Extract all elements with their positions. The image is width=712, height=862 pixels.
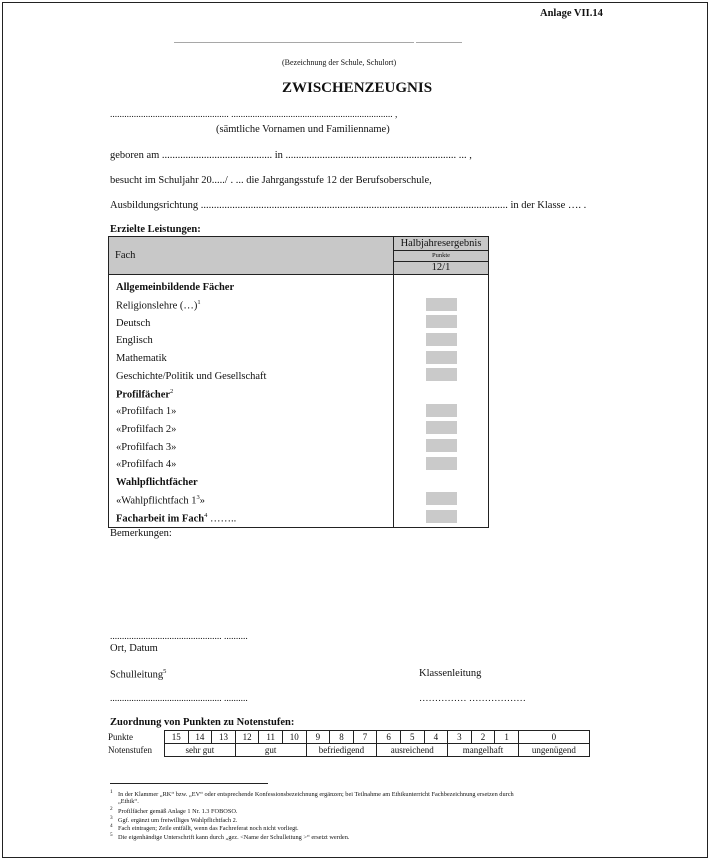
footnote: „Ethik“. — [118, 797, 139, 805]
subject-label: Profilfächer — [116, 389, 171, 401]
points-cell: 1 — [495, 731, 519, 744]
grade-field[interactable] — [426, 492, 457, 505]
principal-label: Schulleitung$^5$ — [110, 668, 167, 681]
subject-label: «Profilfach 4» — [116, 459, 177, 471]
subject-row — [109, 367, 489, 385]
points-grade-table — [108, 730, 590, 757]
points-cell: 10 — [282, 731, 306, 744]
points-cell: 11 — [259, 731, 283, 744]
place-date-line: ............................................... .......... — [110, 632, 248, 642]
mapping-heading: Zuordnung von Punkten zu Notenstufen: — [110, 717, 295, 728]
points-cell: 14 — [188, 731, 212, 744]
subject-row: Religionslehre (…)$^1$ — [109, 297, 489, 315]
grades-row-label: Notenstufen — [108, 745, 152, 755]
subject-label: Englisch — [116, 335, 153, 347]
footnote: $^3$ Ggf. ergänzt um freiwilliges Wahlpflichtfach 2. — [110, 814, 238, 824]
grade-field[interactable] — [426, 457, 457, 470]
subject-row — [109, 314, 489, 332]
footnote: $^2$ Profilfächer gemäß Anlage 1 Nr. 1.3 FOBOSO. — [110, 806, 238, 816]
class-teacher-signature-line: …………… ……………… — [419, 694, 526, 704]
points-cell: 5 — [400, 731, 424, 744]
subject-row — [109, 456, 489, 474]
points-cell: 3 — [448, 731, 472, 744]
points-cell: 12 — [235, 731, 259, 744]
points-cell: 8 — [330, 731, 354, 744]
subject-label: Mathematik — [116, 353, 167, 365]
footnote: $^5$ Die eigenhändige Unterschrift kann durch „gez. <Name der Schulleitung >“ ersetzt werden. — [110, 832, 350, 842]
name-line: .................................................. .................................................................... , — [110, 110, 398, 120]
grade-level-cell: ausreichend — [377, 744, 448, 757]
points-row-label: Punkte — [108, 732, 134, 742]
points-cell: 7 — [353, 731, 377, 744]
grade-level-cell: mangelhaft — [448, 744, 519, 757]
grade-field[interactable] — [426, 298, 457, 311]
grade-field[interactable] — [426, 421, 457, 434]
subject-section-row: Profilfächer$^2$ — [109, 385, 489, 403]
footnote: $^1$ In der Klammer „RK“ bzw. „EV“ oder entsprechende Konfessionsbezeichnung ergänzen; bei Teilnahme am Ethikunterricht Fachbezeichnung ersetzen durch — [110, 789, 514, 799]
subject-label: Facharbeit im Fach — [116, 513, 205, 525]
term-column-header: 12/1 — [394, 262, 489, 275]
grade-level-cell: befriedigend — [306, 744, 377, 757]
subject-section-row: Facharbeit im Fach$^4$ …….. — [109, 509, 489, 527]
grade-field[interactable] — [426, 315, 457, 328]
points-cell: 6 — [377, 731, 401, 744]
points-cell: 9 — [306, 731, 330, 744]
grade-field[interactable] — [426, 404, 457, 417]
subject-row — [109, 438, 489, 456]
annex-label: Anlage VII.14 — [540, 8, 603, 19]
place-date-label: Ort, Datum — [110, 643, 158, 654]
school-line: ........................................................................................................................ ....................... — [174, 36, 462, 45]
subject-label: «Wahlpflichtfach 1 — [116, 495, 197, 507]
footnote: $^4$ Fach eintragen; Zeile entfällt, wenn das Fachreferat noch nicht vorliegt. — [110, 823, 299, 833]
subject-label: Allgemeinbildende Fächer — [116, 282, 235, 294]
subject-label: Deutsch — [116, 317, 151, 329]
points-cell: 2 — [471, 731, 495, 744]
subject-column-header: Fach — [109, 237, 394, 275]
grades-heading: Erzielte Leistungen: — [110, 224, 201, 235]
points-cell: 15 — [165, 731, 189, 744]
result-column-header: Halbjahresergebnis — [394, 237, 489, 251]
grade-field[interactable] — [426, 510, 457, 523]
grade-level-cell: gut — [235, 744, 306, 757]
born-line: geboren am .......................................... in ................................................................. ... , — [110, 150, 472, 161]
subject-row — [109, 403, 489, 421]
subject-row: «Wahlpflichtfach $1^3$» — [109, 491, 489, 509]
direction-line: Ausbildungsrichtung ..................................................................................................................... in der Klasse …. . — [110, 200, 587, 211]
footnote-rule — [110, 783, 268, 784]
name-caption: (sämtliche Vornamen und Familienname) — [216, 124, 390, 135]
subject-row — [109, 350, 489, 368]
remarks-label: Bemerkungen: — [110, 528, 172, 539]
grades-table — [108, 236, 489, 528]
principal-signature-line: ............................................... .......... — [110, 694, 248, 704]
points-cell: 13 — [212, 731, 236, 744]
grade-level-cell: ungenügend — [518, 744, 589, 757]
points-cell: 0 — [518, 731, 589, 744]
document-title: ZWISCHENZEUGNIS — [282, 80, 433, 96]
grade-field[interactable] — [426, 333, 457, 346]
grade-level-cell: sehr gut — [165, 744, 236, 757]
subject-section-row — [109, 275, 489, 297]
points-column-header: Punkte — [394, 251, 489, 262]
grade-field[interactable] — [426, 368, 457, 381]
subject-label: «Profilfach 3» — [116, 441, 177, 453]
subject-row — [109, 332, 489, 350]
class-teacher-label: Klassenleitung — [419, 668, 482, 679]
grade-field[interactable] — [426, 439, 457, 452]
subject-label: «Profilfach 2» — [116, 423, 177, 435]
subject-label: Wahlpflichtfächer — [116, 476, 198, 488]
subject-label: «Profilfach 1» — [116, 406, 177, 418]
subject-label: Religionslehre (…) — [116, 300, 198, 312]
school-caption: (Bezeichnung der Schule, Schulort) — [282, 58, 397, 67]
points-cell: 4 — [424, 731, 448, 744]
subject-row — [109, 421, 489, 439]
subject-section-row — [109, 474, 489, 492]
attended-line: besucht im Schuljahr 20...../ . ... die Jahrgangsstufe 12 der Berufsoberschule, — [110, 175, 432, 186]
grade-field[interactable] — [426, 351, 457, 364]
subject-label: Geschichte/Politik und Gesellschaft — [116, 370, 267, 382]
